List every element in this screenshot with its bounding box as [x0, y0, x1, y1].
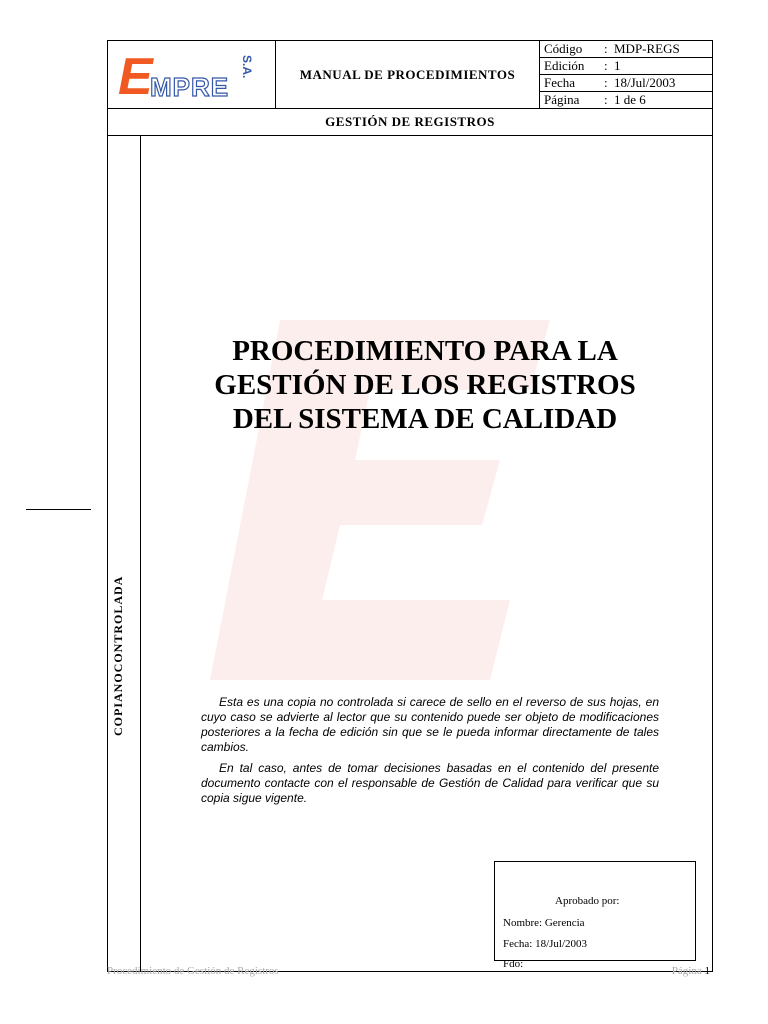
meta-label: Código [544, 41, 583, 56]
meta-row-pagina [540, 92, 712, 109]
meta-label: Edición [544, 58, 585, 73]
meta-separator: : [604, 75, 608, 90]
section-title: GESTIÓN DE REGISTROS [108, 109, 712, 136]
meta-value: 1 [614, 58, 621, 73]
approval-box [494, 861, 696, 970]
side-strip [108, 136, 141, 971]
approval-name: Nombre: Gerencia [503, 917, 585, 929]
footer-document-name: Procedimiento de Gestión de Registros [107, 965, 279, 977]
document-header [108, 41, 712, 109]
meta-label: Página [544, 92, 580, 107]
meta-value: 1 de 6 [614, 92, 646, 107]
footer-page-number [672, 965, 710, 977]
company-logo [108, 41, 276, 108]
margin-mark [26, 509, 91, 510]
footer-page-label: Página [671, 965, 702, 977]
meta-separator: : [604, 41, 608, 56]
uncontrolled-copy-label: COPIANOCONTROLADA [111, 575, 125, 736]
logo-wordmark: MPRE [150, 72, 230, 102]
document-meta-table [540, 41, 712, 108]
approval-date: Fecha: 18/Jul/2003 [503, 938, 588, 950]
meta-label: Fecha [544, 75, 576, 90]
uncontrolled-copy-notice [201, 695, 659, 812]
footer-page-value: 1 [704, 965, 710, 977]
meta-value: MDP-REGS [614, 41, 680, 56]
logo-suffix: S.A. [240, 55, 254, 79]
approval-title: Aprobado por: [555, 895, 620, 907]
meta-row-edicion [540, 58, 712, 75]
meta-value: 18/Jul/2003 [614, 75, 676, 90]
logo-letter: E [118, 48, 153, 106]
notice-paragraph: Esta es una copia no controlada si carece de sello en el reverso de sus hojas, en cuyo caso se advierte al lector que su contenido puede ser objeto de modificaciones posteriores a la fecha de edición sin que se le pueda informar directamente de tales cambios. [201, 695, 659, 754]
approval-signature: Fdo: [503, 958, 524, 970]
meta-row-fecha [540, 75, 712, 92]
document-title: PROCEDIMIENTO PARA LA GESTIÓN DE LOS REGISTROS DEL SISTEMA DE CALIDAD [214, 335, 636, 435]
manual-title: MANUAL DE PROCEDIMIENTOS [276, 41, 540, 108]
meta-separator: : [604, 92, 608, 107]
notice-paragraph: En tal caso, antes de tomar decisiones basadas en el contenido del presente documento contacte con el responsable de Gestión de Calidad para verificar que su copia sigue vigente. [201, 761, 659, 805]
meta-separator: : [604, 58, 608, 73]
meta-row-codigo [540, 41, 712, 58]
